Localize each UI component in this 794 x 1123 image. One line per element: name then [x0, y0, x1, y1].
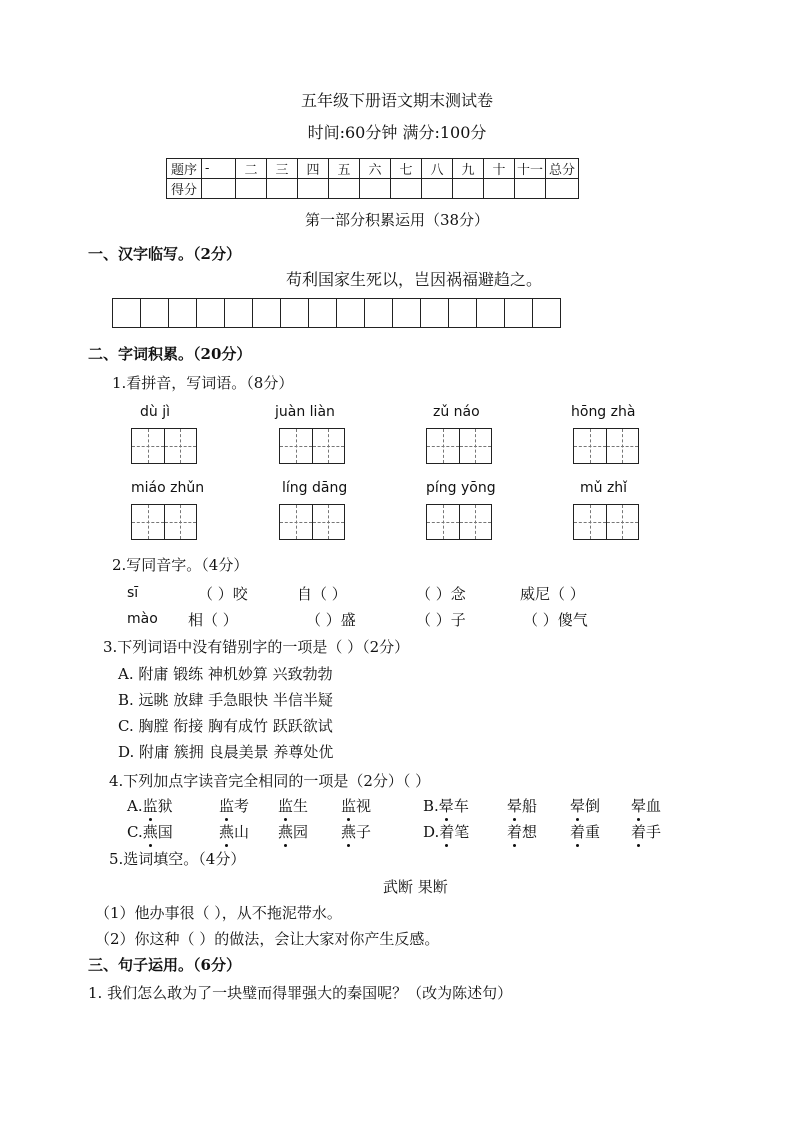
score-cell[interactable] — [546, 179, 579, 199]
answer-box[interactable] — [131, 428, 197, 464]
part1-title: 第一部分积累运用（38分） — [304, 211, 490, 229]
word — [219, 795, 249, 816]
dotted-char: 着 — [570, 823, 586, 841]
word-char: 船 — [522, 797, 538, 815]
section-1-heading: 一、汉字临写。（2分） — [88, 245, 241, 263]
word-char: 子 — [356, 823, 372, 841]
word — [507, 821, 537, 842]
section-3-heading: 三、句子运用。（6分） — [88, 956, 241, 974]
table-cell: 五 — [329, 159, 360, 179]
score-cell[interactable] — [202, 179, 236, 199]
dotted-char: 晕 — [438, 797, 454, 815]
score-cell[interactable] — [453, 179, 484, 199]
word — [631, 795, 661, 816]
word-char: 笔 — [454, 823, 470, 841]
score-cell[interactable] — [236, 179, 267, 199]
word-char: 视 — [356, 797, 372, 815]
table-row — [167, 179, 579, 199]
fill-blank[interactable]: 自（ ） — [297, 585, 347, 603]
option-a[interactable]: A. 附庸 锻练 神机妙算 兴致勃勃 — [118, 665, 333, 683]
dotted-char: 监 — [278, 797, 294, 815]
dotted-char: 晕 — [631, 797, 647, 815]
score-cell[interactable] — [391, 179, 422, 199]
pinyin-label: miáo zhǔn — [131, 480, 205, 496]
option-d[interactable] — [423, 821, 469, 842]
pinyin-label: mào — [127, 611, 158, 627]
dotted-char: 着 — [507, 823, 523, 841]
table-cell: 得分 — [167, 179, 202, 199]
q5-title: 5.选词填空。（4分） — [109, 850, 246, 868]
score-cell[interactable] — [329, 179, 360, 199]
dotted-char: 监 — [341, 797, 357, 815]
table-cell: 十 — [484, 159, 515, 179]
table-cell: 十一 — [515, 159, 546, 179]
q2-title: 2.写同音字。（4分） — [112, 556, 249, 574]
word-char: 狱 — [157, 797, 173, 815]
option-letter: C. — [127, 823, 143, 841]
word-char: 国 — [157, 823, 173, 841]
fill-sentence-2[interactable]: （2）你这种（ ）的做法，会让大家对你产生反感。 — [95, 930, 440, 948]
pinyin-label: sī — [127, 585, 139, 601]
answer-box[interactable] — [426, 504, 492, 540]
word — [507, 795, 537, 816]
fill-blank[interactable]: （ ）念 — [416, 585, 466, 603]
s3-question-1: 1. 我们怎么敢为了一块璧而得罪强大的秦国呢？（改为陈述句） — [88, 984, 513, 1002]
copy-text: 苟利国家生死以，岂因祸福避趋之。 — [286, 270, 543, 289]
word-char: 手 — [646, 823, 662, 841]
word-char: 山 — [234, 823, 250, 841]
word-char: 想 — [522, 823, 538, 841]
answer-box[interactable] — [426, 428, 492, 464]
pinyin-label: hōng zhà — [571, 404, 636, 420]
fill-blank[interactable]: （ ）咬 — [198, 585, 248, 603]
score-cell[interactable] — [267, 179, 298, 199]
section-2-heading: 二、字词积累。（20分） — [88, 345, 252, 363]
score-cell[interactable] — [515, 179, 546, 199]
fill-blank[interactable]: 相（ ） — [188, 611, 238, 629]
word-char: 重 — [585, 823, 601, 841]
word — [631, 821, 661, 842]
option-c[interactable]: C. 胸膛 衔接 胸有成竹 跃跃欲试 — [118, 717, 333, 735]
word — [341, 795, 371, 816]
answer-box[interactable] — [279, 504, 345, 540]
word-choices: 武断 果断 — [383, 878, 448, 896]
dotted-char: 燕 — [142, 823, 158, 841]
pinyin-label: dù jì — [140, 404, 170, 420]
table-cell: 七 — [391, 159, 422, 179]
exam-title: 五年级下册语文期末测试卷 — [300, 91, 493, 110]
table-cell: 九 — [453, 159, 484, 179]
table-cell: - — [202, 159, 236, 179]
q3-title: 3.下列词语中没有错别字的一项是（ ）（2分） — [103, 638, 410, 656]
pinyin-label: mǔ zhǐ — [580, 480, 628, 496]
dotted-char: 着 — [631, 823, 647, 841]
option-letter: D. — [423, 823, 440, 841]
word-char: 倒 — [585, 797, 601, 815]
dotted-char: 燕 — [278, 823, 294, 841]
table-cell: 题序 — [167, 159, 202, 179]
dotted-char: 晕 — [507, 797, 523, 815]
dotted-char: 燕 — [341, 823, 357, 841]
word — [278, 795, 308, 816]
answer-box[interactable] — [573, 504, 639, 540]
dotted-char: 燕 — [219, 823, 235, 841]
answer-box[interactable] — [279, 428, 345, 464]
word — [570, 795, 600, 816]
score-cell[interactable] — [484, 179, 515, 199]
word — [341, 821, 371, 842]
q4-title: 4.下列加点字读音完全相同的一项是（2分）（ ） — [109, 772, 431, 790]
option-a[interactable] — [127, 795, 173, 816]
table-cell: 八 — [422, 159, 453, 179]
word-char: 园 — [293, 823, 309, 841]
dotted-char: 监 — [219, 797, 235, 815]
handwriting-grid[interactable] — [112, 298, 561, 328]
table-cell: 三 — [267, 159, 298, 179]
word-char: 考 — [234, 797, 250, 815]
word — [278, 821, 308, 842]
table-cell: 四 — [298, 159, 329, 179]
option-letter: B. — [423, 797, 439, 815]
word-char: 血 — [646, 797, 662, 815]
word-char: 生 — [293, 797, 309, 815]
table-row — [167, 159, 579, 179]
option-c[interactable] — [127, 821, 173, 842]
option-letter: A. — [127, 797, 143, 815]
pinyin-label: píng yōng — [426, 480, 496, 496]
word — [219, 821, 249, 842]
option-d[interactable]: D. 附庸 簇拥 良晨美景 养尊处优 — [118, 743, 334, 761]
answer-box[interactable] — [131, 504, 197, 540]
dotted-char: 着 — [439, 823, 455, 841]
fill-blank[interactable]: （ ）傻气 — [523, 611, 588, 629]
pinyin-label: juàn liàn — [275, 404, 335, 420]
table-cell: 总分 — [546, 159, 579, 179]
table-cell: 六 — [360, 159, 391, 179]
option-b[interactable] — [423, 795, 469, 816]
word — [570, 821, 600, 842]
score-cell[interactable] — [422, 179, 453, 199]
dotted-char: 监 — [142, 797, 158, 815]
pinyin-label: zǔ náo — [433, 404, 480, 420]
pinyin-label: líng dāng — [282, 480, 348, 496]
table-cell: 二 — [236, 159, 267, 179]
answer-box[interactable] — [573, 428, 639, 464]
score-cell[interactable] — [298, 179, 329, 199]
option-b[interactable]: B. 远眺 放肆 手急眼快 半信半疑 — [118, 691, 333, 709]
q1-title: 1.看拼音，写词语。（8分） — [112, 374, 294, 392]
dotted-char: 晕 — [570, 797, 586, 815]
fill-sentence-1[interactable]: （1）他办事很（ ），从不拖泥带水。 — [95, 904, 342, 922]
score-cell[interactable] — [360, 179, 391, 199]
word-char: 车 — [453, 797, 469, 815]
fill-blank[interactable]: （ ）子 — [416, 611, 466, 629]
exam-subtitle: 时间:60分钟 满分:100分 — [307, 123, 487, 142]
fill-blank[interactable]: （ ）盛 — [306, 611, 356, 629]
score-table — [166, 158, 579, 199]
fill-blank[interactable]: 威尼（ ） — [520, 585, 585, 603]
